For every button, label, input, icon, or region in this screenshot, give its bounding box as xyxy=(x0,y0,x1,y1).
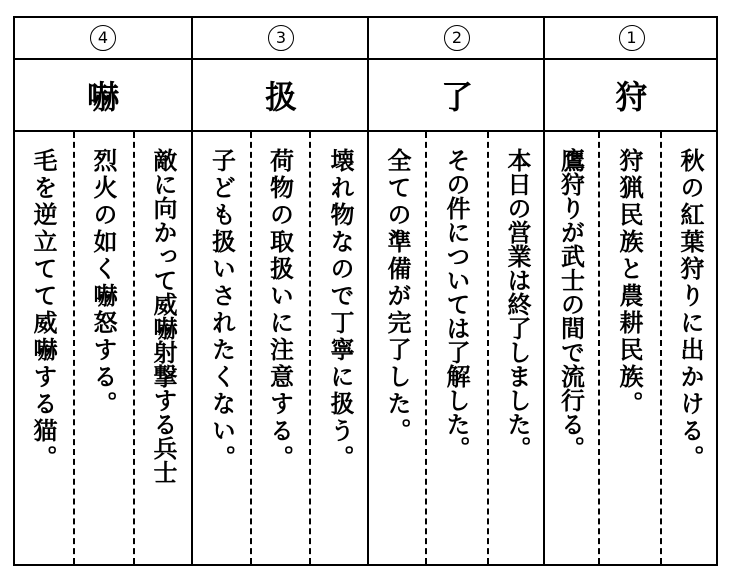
kanji-column-1 xyxy=(543,18,718,564)
example-sentence-1 xyxy=(662,132,718,564)
example-sentence-2 xyxy=(250,132,311,564)
example-sentences xyxy=(369,132,545,564)
example-sentence-1 xyxy=(311,132,369,564)
kanji-column-4 xyxy=(15,18,191,564)
example-sentence-2 xyxy=(73,132,135,564)
sentence-text: 子ども扱いされたくない。 xyxy=(207,148,237,472)
sentence-text: 狩猟民族と農耕民族。 xyxy=(615,148,644,418)
column-number-cell xyxy=(545,18,718,60)
column-number-cell xyxy=(369,18,545,60)
example-sentence-3 xyxy=(13,132,75,564)
sentence-text: 壊れ物なので丁寧に扱う。 xyxy=(326,148,355,472)
kanji-column-3 xyxy=(191,18,369,564)
sentence-text: 烈火の如く嚇怒する。 xyxy=(89,148,118,418)
sentence-text: 秋の紅葉狩りに出かける。 xyxy=(676,148,705,472)
circled-number: 1 xyxy=(619,25,645,51)
kanji-worksheet-table xyxy=(13,16,718,566)
kanji-character: 嚇 xyxy=(15,60,191,132)
kanji-column-2 xyxy=(367,18,545,564)
circled-number: 3 xyxy=(268,25,294,51)
example-sentence-3 xyxy=(543,132,600,564)
example-sentences xyxy=(193,132,369,564)
circled-number: 2 xyxy=(444,25,470,51)
sentence-text: その件については了解した。 xyxy=(442,148,471,460)
sentence-text: 敵に向かって威嚇射撃する兵士 xyxy=(149,148,178,484)
circled-number: 4 xyxy=(90,25,116,51)
example-sentence-1 xyxy=(135,132,191,564)
example-sentence-3 xyxy=(369,132,427,564)
kanji-character: 狩 xyxy=(545,60,718,132)
sentence-text: 毛を逆立てて威嚇する猫。 xyxy=(29,148,58,472)
example-sentence-3 xyxy=(193,132,252,564)
example-sentences xyxy=(15,132,191,564)
column-number-cell xyxy=(193,18,369,60)
kanji-character: 了 xyxy=(369,60,545,132)
sentence-text: 鷹狩りが武士の間で流行る。 xyxy=(556,148,586,460)
sentence-text: 全ての準備が完了した。 xyxy=(383,148,412,445)
column-number-cell xyxy=(15,18,191,60)
example-sentence-2 xyxy=(425,132,489,564)
example-sentence-2 xyxy=(598,132,662,564)
example-sentence-1 xyxy=(489,132,545,564)
sentence-text: 本日の営業は終了しました。 xyxy=(503,148,532,460)
kanji-character: 扱 xyxy=(193,60,369,132)
example-sentences xyxy=(545,132,718,564)
sentence-text: 荷物の取扱いに注意する。 xyxy=(265,148,295,472)
